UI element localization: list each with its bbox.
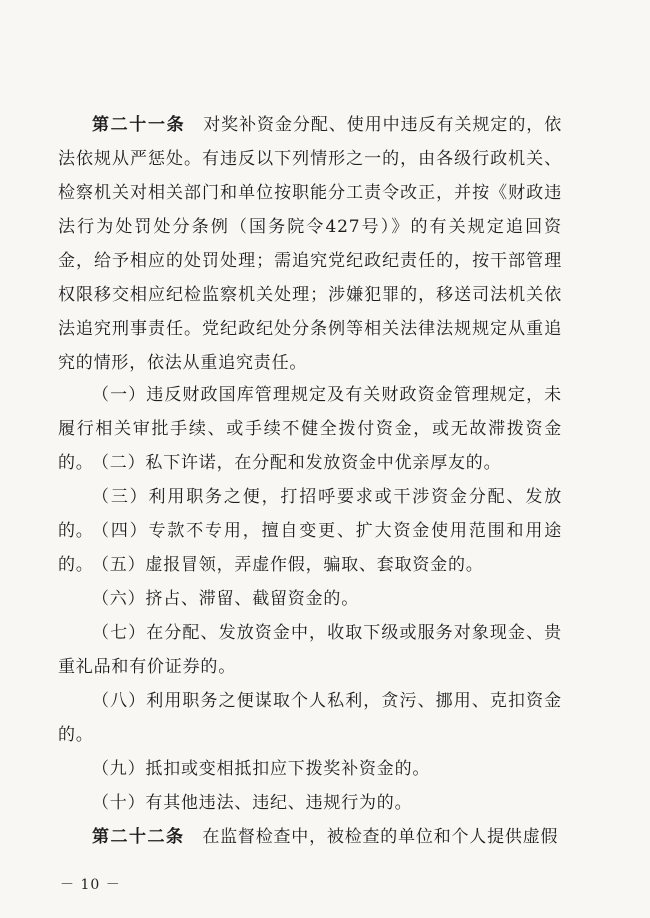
item-1: （一）违反财政国库管理规定及有关财政资金管理规定，未履行相关审批手续、或手续不健全拨付资金，或无故滞拨资金的。 <box>58 385 562 473</box>
item-7: （七）在分配、发放资金中，收取下级或服务对象现金、贵重礼品和有价证券的。 <box>58 623 562 677</box>
article-22-lead: 第二十二条 <box>92 827 185 847</box>
article-21-text: 对奖补资金分配、使用中违反有关规定的，依法依规从严惩处。有违反以下列情形之一的，由各级行政机关、检察机关对相关部门和单位按职能分工责令改正，并按《财政违法行为处罚处分条例（国务院令427号）》的有关规定追回资金，给予相应的处罚处理；需追究党纪政纪责任的，按干部管理权限移交相应纪检监察机关处理；涉嫌犯罪的，移送司法机关依法追究刑事责任。党纪政纪处分条例等相关法律法规规定从重追究的情形，依法从重追究责任。 <box>58 115 563 373</box>
article-22-text: 在监督检查中，被检查的单位和个人提供虚假 <box>202 827 559 847</box>
page-number: － 10 － <box>60 877 121 893</box>
article-21 <box>58 108 562 380</box>
article-21-lead: 第二十一条 <box>92 115 186 135</box>
item-4: （四）专款不专用，擅自变更、扩大资金使用范围和用途的。 <box>58 521 562 575</box>
item-9: （九）抵扣或变相抵扣应下拨奖补资金的。 <box>92 759 431 779</box>
item-8: （八）利用职务之便谋取个人私利，贪污、挪用、克扣资金的。 <box>58 691 562 745</box>
article-22 <box>58 820 562 854</box>
item-6: （六）挤占、滞留、截留资金的。 <box>92 589 359 609</box>
item-2: （二）私下许诺，在分配和发放资金中优亲厚友的。 <box>92 453 502 473</box>
item-3: （三）利用职务之便，打招呼要求或干涉资金分配、发放的。 <box>58 487 562 541</box>
item-10: （十）有其他违法、违纪、违规行为的。 <box>92 793 413 813</box>
item-5: （五）虚报冒领，弄虚作假，骗取、套取资金的。 <box>92 555 484 575</box>
